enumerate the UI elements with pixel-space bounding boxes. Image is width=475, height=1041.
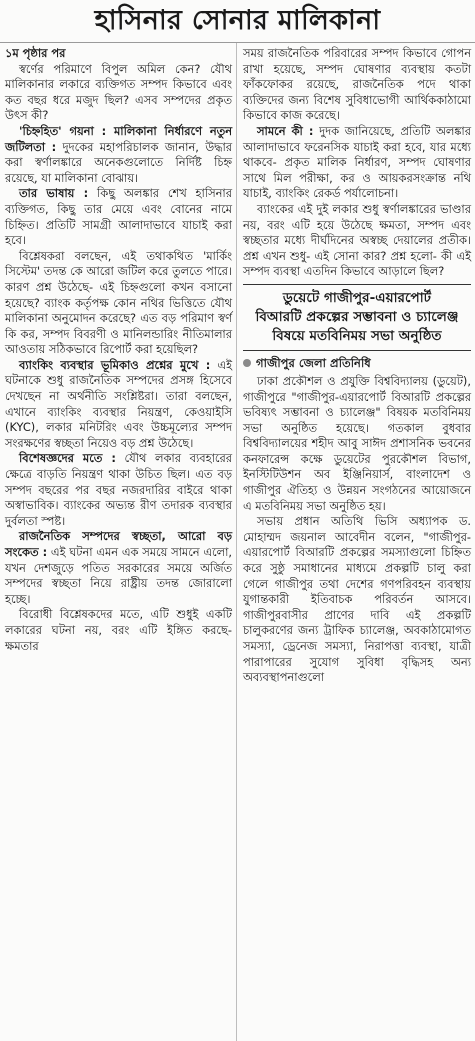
body-paragraph: ব্যাংকের এই দুই লকার শুধু স্বর্ণালঙ্কারের ভাণ্ডার নয়, বরং এটি হয়ে উঠেছে ক্ষমতা, সম্পদ এবং স্বচ্ছতার মধ্যে দীর্ঘদিনের অস্বচ্ছ দেয়ালের প্রতীক। প্রশ্ন এখন শুধু- এই সোনা কার? প্রশ্ন হলো- কী এই সম্পদ ব্যবস্থা এতদিন কিভাবে আড়ালে ছিল? [243,201,471,279]
continued-label: ১ম পৃষ্ঠার পর [5,46,66,60]
body-paragraph: রাজনৈতিক সম্পদের স্বচ্ছতা, আরো বড় সংকেত : এই ঘটনা এমন এক সময়ে সামনে এলো, যখন দেশজুড়ে পতিত সরকারের সময়ে অর্জিত সম্পদের স্বচ্ছতা নিয়ে রাষ্ট্রীয় তদন্ত জোরালো হচ্ছে। [5,529,232,606]
second-story-headline-line: বিষয়ে মতবিনিময় সভা অনুষ্ঠিত [272,327,442,344]
body-paragraph: বিশেষজ্ঞদের মতে : যৌথ লকার ব্যবহারের ক্ষেত্রে বাড়তি নিয়ন্ত্রণ থাকা উচিত ছিল। এত বড় সম্পদ বছরের পর বছর নজরদারির বাইরে থাকা অস্বাভাবিক। ব্যাংকের অভ্যন্ত রীণ তদারক ব্যবস্থার দুর্বলতা স্পষ্ট। [5,451,233,528]
body-paragraph: সময় রাজনৈতিক পরিবারের সম্পদ কিভাবে গোপন রাখা হয়েছে, সম্পদ ঘোষণার ব্যবস্থায় কতটা ফাঁকফোকর রয়েছে, রাজনৈতিক পদে থাকা ব্যক্তিদের জন্য বিশেষ সুবিধাভোগী আর্থিককাঠামো কিভাবে কাজ করেছে। [243,46,471,123]
subheading: বিশেষজ্ঞদের মতে : [19,451,116,466]
body-paragraph: সামনে কী : দুদক জানিয়েছে, প্রতিটি অলঙ্কার আলাদাভাবে ফরেনসিক যাচাই করা হবে, যার মধ্যে থাকবে- প্রকৃত মালিক নির্ধারণ, সম্পদ ঘোষণার সাথে মিল পরীক্ষা, কর ও আয়করসংক্রান্ত নথি যাচাই, ব্যাংকিং রেকর্ড পর্যালোচনা। [243,123,471,201]
bullet-icon [243,359,251,367]
second-story-headline-line: ডুয়েটে গাজীপুর-এয়ারপোর্ট [282,289,432,306]
article-columns [0,43,475,1041]
byline [243,355,471,371]
subheading: ব্যাংকিং ব্যবস্থার ভূমিকাও প্রশ্নের মুখে : [19,357,211,372]
subheading: রাজনৈতিক সম্পদের স্বচ্ছতা, আরো বড় সংকেত : [5,529,232,559]
second-story-headline [243,284,471,351]
left-column [0,43,237,1041]
subheading: তার ভাষায় : [19,186,89,201]
subheading: সামনে কী : [257,123,314,138]
main-headline: হাসিনার সোনার মালিকানা [0,0,475,43]
body-paragraph: বিশ্লেষকরা বলছেন, এই তথাকথিত 'মার্কিং সিস্টেম' তদন্ত কে আরো জটিল করে তুলতে পারে। কারণ প্রশ্ন উঠেছে- এই চিহ্নগুলো কখন বসানো হয়েছে? ব্যাংক কর্তৃপক্ষ কোন নথির ভিত্তিতে যৌথ মালিকানা অনুমোদন করেছে? এত বড় পরিমাণ স্বর্ণ কি কর, সম্পদ বিবরণী ও মানিলন্ডারিং নীতিমালার আওতায় সঠিকভাবে রিপোর্ট করা হয়েছিল? [5,248,232,357]
body-paragraph: স্বর্ণের পরিমাণে বিপুল অমিল কেন? যৌথ মালিকানার লকারে ব্যক্তিগত সম্পদ কিভাবে এবং কত বছর ধরে মজুদ ছিল? এসব সম্পদের প্রকৃত উৎস কী? [5,61,232,123]
continued-from-marker [5,46,232,62]
body-paragraph: ব্যাংকিং ব্যবস্থার ভূমিকাও প্রশ্নের মুখে : এই ঘটনাকে শুধু রাজনৈতিক সম্পদের প্রসঙ্গ হিসেবে দেখছেন না অর্থনীতি সংশ্লিষ্টরা। তারা বলছেন, এখানে ব্যাংকিং ব্যবস্থার নিয়ন্ত্রণ, কেওয়াইসি (KYC), লকার মনিটরিং এবং উচ্চমূল্যের সম্পদ সংরক্ষণের স্বচ্ছতা নিয়েও বড় প্রশ্ন উঠেছে। [5,357,233,450]
body-paragraph: তার ভাষায় : কিছু অলঙ্কার শেখ হাসিনার ব্যক্তিগত, কিছু তার মেয়ে এবং বোনের নামে চিহ্নিত। প্রতিটি সামগ্রী আলাদাভাবে যাচাই করা হবে। [5,186,232,248]
body-paragraph: বিরোধী বিশ্লেষকদের মতে, এটি শুধুই একটি লকারের ঘটনা নয়, বরং এটি ইঙ্গিত করছে- ক্ষমতার [5,607,232,653]
body-paragraph: সভায় প্রধান অতিথি ভিসি অধ্যাপক ড. মোহাম্মদ জয়নাল আবেদীন বলেন, "গাজীপুর-এয়ারপোর্ট বিআরটি প্রকল্পের সমস্যাগুলো চিহ্নিত করে সুষ্ঠু সমাধানের মাধ্যমে প্রকল্পটি চালু করা গেলে গাজীপুর তথা দেশের গণপরিবহন ব্যবস্থায় যুগান্তকারী ইতিবাচক পরিবর্তন আসবে। গাজীপুরবাসীর প্রাণের দাবি এই প্রকল্পটি চালুকরণের জন্য ট্রাফিক চ্যালেঞ্জ, অবকাঠামোগত সমস্যা, ড্রেনেজ সমস্যা, নিরাপত্তা ব্যবস্থা, যাত্রী পারাপারের সুযোগ সুবিধা বৃদ্ধিসহ অন্য অব্যবস্থাপনাগুলো [243,514,471,685]
byline-text: গাজীপুর জেলা প্রতিনিধি [256,355,371,370]
right-column [237,43,475,1041]
subheading: 'চিহ্নহিত' গয়না : মালিকানা নির্ধারণে নতুন জটিলতা : [5,123,232,154]
body-paragraph: ঢাকা প্রকৌশল ও প্রযুক্তি বিশ্ববিদ্যালয় (ডুয়েট), গাজীপুরে "গাজীপুর-এয়ারপোর্ট বিআরটি প্রকল্পের ভবিষ্যৎ সম্ভাবনা ও চ্যালেঞ্জ" বিষয়ক মতবিনিময় সভা অনুষ্ঠিত হয়েছে। গতকাল বুধবার বিশ্ববিদ্যালয়ের শহীদ আবু সাঈদ প্রশাসনিক ভবনের কনফারেন্স কক্ষে ডুয়েটের পুরকৌশল বিভাগ, ইনস্টিটিউশন অব ইঞ্জিনিয়ার্স, বাংলাদেশ ও গাজীপুর ঐতিহ্য ও উন্নয়ন সংগঠনের আয়োজনে এ মতবিনিময় সভা অনুষ্ঠিত হয়। [243,373,471,513]
second-story-headline-line: বিআরটি প্রকল্পের সম্ভাবনা ও চ্যালেঞ্জ [255,308,459,325]
body-paragraph: 'চিহ্নহিত' গয়না : মালিকানা নির্ধারণে নতুন জটিলতা : দুদকের মহাপরিচালক জানান, উদ্ধার করা স্বর্ণালঙ্কারে অনেকগুলোতে নির্দিষ্ট চিহ্ন রয়েছে, যা মালিকানা বোঝায়। [5,123,233,185]
